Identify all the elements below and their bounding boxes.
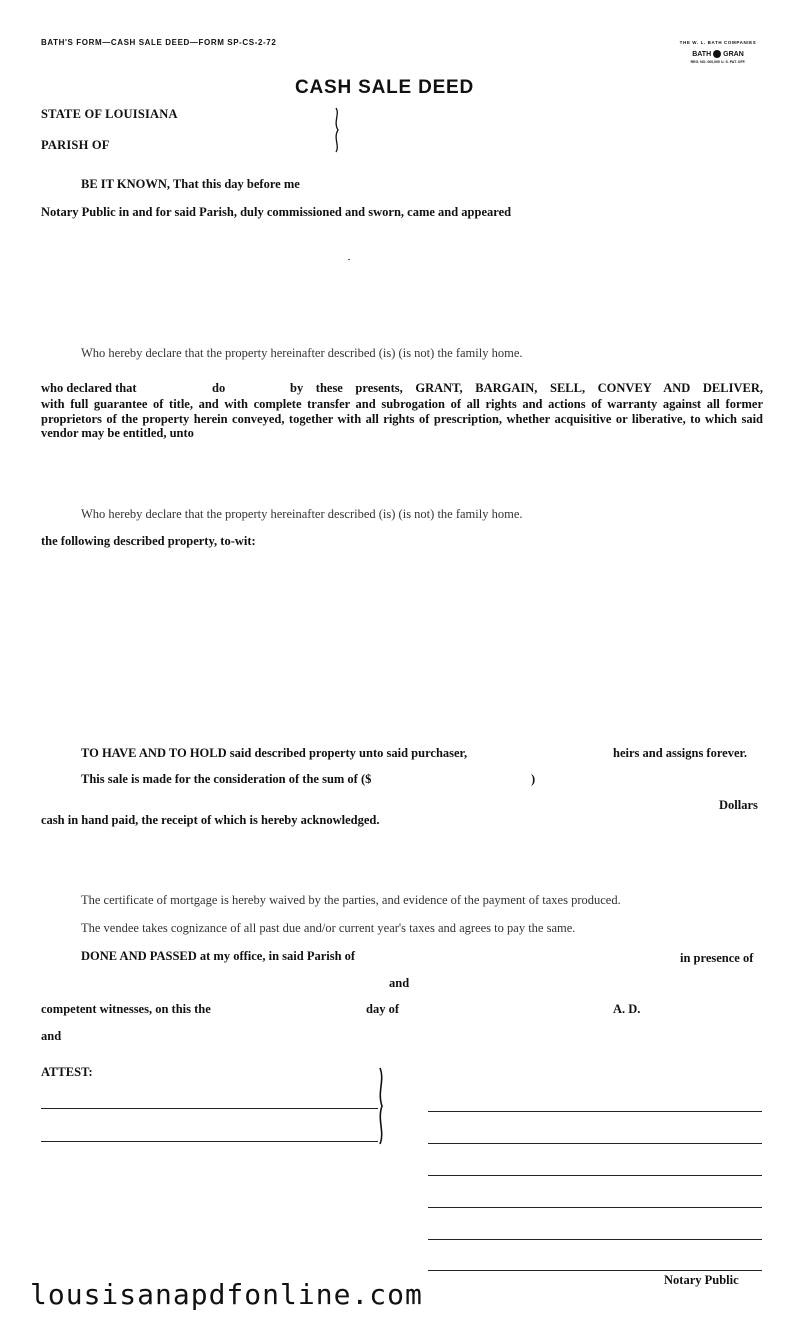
state-parish-brace [330, 106, 346, 154]
competent-witnesses-text: competent witnesses, on this the [41, 1002, 211, 1016]
day-of-text: day of [366, 1002, 399, 1016]
cash-paid-text: cash in hand paid, the receipt of which is hereby acknowledged. [41, 813, 380, 827]
heirs-assigns-text: heirs and assigns forever. [613, 746, 748, 760]
parish-label: PARISH OF [41, 138, 110, 152]
consideration-close-paren: ) [531, 772, 536, 786]
notary-appearance-text: Notary Public in and for said Parish, duly commissioned and sworn, came and appeared [41, 205, 512, 219]
party-signature-line-4[interactable] [428, 1207, 762, 1208]
document-title: CASH SALE DEED [295, 77, 475, 98]
attest-label: ATTEST: [41, 1065, 93, 1079]
do-text: do [212, 381, 226, 395]
signature-brace [373, 1066, 391, 1146]
and-text-1: and [389, 976, 410, 990]
vendee-taxes-text: The vendee takes cognizance of all past due and/or current year's taxes and agrees to pay the same. [81, 921, 576, 935]
logo-globe-icon [713, 50, 721, 58]
logo-left-text: BATH [692, 50, 712, 58]
party-signature-line-2[interactable] [428, 1143, 762, 1144]
party-signature-line-5[interactable] [428, 1239, 762, 1240]
site-watermark: lousisanapdfonline.com [30, 1278, 423, 1311]
notary-signature-line[interactable] [428, 1270, 762, 1271]
and-text-2: and [41, 1029, 62, 1043]
mortgage-certificate-text: The certificate of mortgage is hereby waived by the parties, and evidence of the payment of taxes produced. [81, 893, 621, 907]
be-it-known-text: BE IT KNOWN, That this day before me [81, 177, 300, 191]
property-description-label: the following described property, to-wit: [41, 534, 256, 548]
witness-signature-line-1[interactable] [41, 1108, 378, 1109]
grant-clause-text: by these presents, GRANT, BARGAIN, SELL, CONVEY AND DELIVER, [290, 381, 763, 395]
logo-right-text: GRAN [723, 50, 744, 58]
consideration-text: This sale is made for the consideration of the sum of ($ [81, 772, 372, 786]
logo-mark [672, 50, 764, 58]
family-home-declaration-2: Who hereby declare that the property hereinafter described (is) (is not) the family home. [81, 507, 523, 521]
witness-signature-line-2[interactable] [41, 1141, 378, 1142]
notary-public-label: Notary Public [664, 1273, 739, 1287]
party-signature-line-3[interactable] [428, 1175, 762, 1176]
logo-company-line: THE W. L. BATH COMPANIES [679, 40, 757, 45]
dollars-label: Dollars [719, 798, 758, 812]
form-identifier: BATH'S FORM—CASH SALE DEED—FORM SP-CS-2-72 [41, 38, 277, 47]
in-presence-text: in presence of [680, 951, 754, 965]
who-declared-text: who declared that [41, 381, 137, 395]
state-label: STATE OF LOUISIANA [41, 107, 178, 121]
party-signature-line-1[interactable] [428, 1111, 762, 1112]
anno-domini-text: A. D. [613, 1002, 641, 1016]
to-have-and-hold-text: TO HAVE AND TO HOLD said described property unto said purchaser, [81, 746, 468, 760]
logo-registration-line: REG. NO. 000,000 U. S. PAT. OFF. [690, 60, 746, 64]
warranty-clause-text: with full guarantee of title, and with complete transfer and subrogation of all rights and actions of warranty against all former proprietors of the property herein conveyed, together with all rights of prescription, whether acquisitive or liberative, to which said vendor may be entitled, unto [41, 397, 763, 440]
publisher-logo [672, 40, 764, 64]
done-and-passed-text: DONE AND PASSED at my office, in said Parish of [81, 949, 356, 963]
family-home-declaration-1: Who hereby declare that the property hereinafter described (is) (is not) the family home. [81, 346, 523, 360]
